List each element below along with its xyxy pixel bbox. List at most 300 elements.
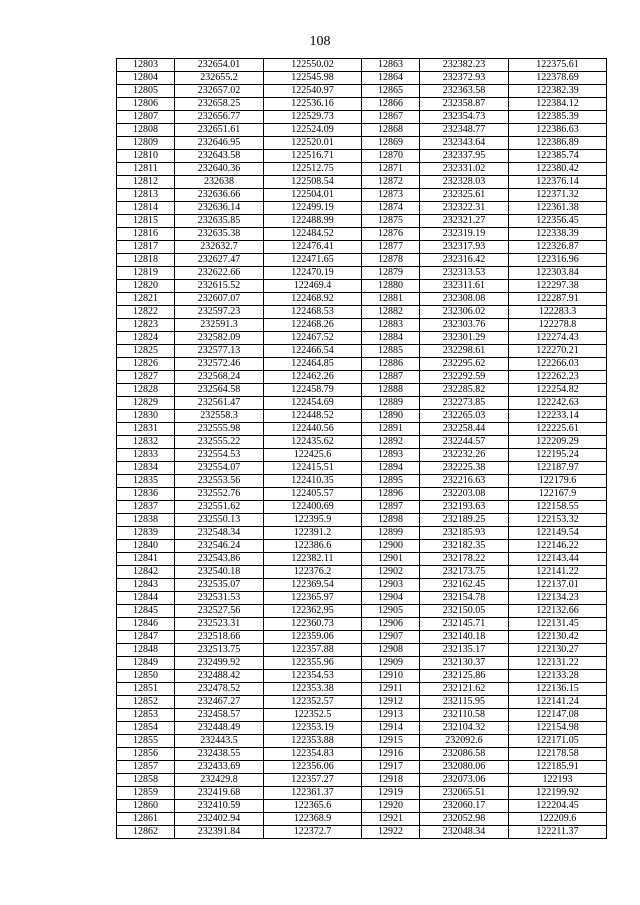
- y-coordinate-cell: 122415.51: [264, 462, 362, 475]
- x-coordinate-cell: 232065.51: [420, 787, 509, 800]
- x-coordinate-cell: 232135.17: [420, 644, 509, 657]
- x-coordinate-cell: 232615.52: [175, 280, 264, 293]
- y-coordinate-cell: 122179.6: [509, 475, 607, 488]
- x-coordinate-cell: 232311.61: [420, 280, 509, 293]
- x-coordinate-cell: 232429.8: [175, 774, 264, 787]
- y-coordinate-cell: 122357.27: [264, 774, 362, 787]
- y-coordinate-cell: 122187.97: [509, 462, 607, 475]
- point-number-cell: 12815: [117, 215, 175, 228]
- x-coordinate-cell: 232527.56: [175, 605, 264, 618]
- x-coordinate-cell: 232285.82: [420, 384, 509, 397]
- x-coordinate-cell: 232301.29: [420, 332, 509, 345]
- point-number-cell: 12850: [117, 670, 175, 683]
- point-number-cell: 12818: [117, 254, 175, 267]
- point-number-cell: 12908: [362, 644, 420, 657]
- point-number-cell: 12918: [362, 774, 420, 787]
- point-number-cell: 12825: [117, 345, 175, 358]
- x-coordinate-cell: 232656.77: [175, 111, 264, 124]
- point-number-cell: 12886: [362, 358, 420, 371]
- table-row: [117, 709, 607, 722]
- point-number-cell: 12895: [362, 475, 420, 488]
- point-number-cell: 12891: [362, 423, 420, 436]
- y-coordinate-cell: 122361.37: [264, 787, 362, 800]
- point-number-cell: 12851: [117, 683, 175, 696]
- table-row: [117, 566, 607, 579]
- y-coordinate-cell: 122382.11: [264, 553, 362, 566]
- point-number-cell: 12912: [362, 696, 420, 709]
- table-row: [117, 696, 607, 709]
- x-coordinate-cell: 232232.26: [420, 449, 509, 462]
- x-coordinate-cell: 232535.07: [175, 579, 264, 592]
- point-number-cell: 12917: [362, 761, 420, 774]
- y-coordinate-cell: 122464.85: [264, 358, 362, 371]
- point-number-cell: 12868: [362, 124, 420, 137]
- x-coordinate-cell: 232555.22: [175, 436, 264, 449]
- y-coordinate-cell: 122141.24: [509, 696, 607, 709]
- point-number-cell: 12837: [117, 501, 175, 514]
- y-coordinate-cell: 122462.26: [264, 371, 362, 384]
- table-row: [117, 488, 607, 501]
- y-coordinate-cell: 122225.61: [509, 423, 607, 436]
- point-number-cell: 12867: [362, 111, 420, 124]
- x-coordinate-cell: 232568.24: [175, 371, 264, 384]
- y-coordinate-cell: 122134.23: [509, 592, 607, 605]
- table-row: [117, 280, 607, 293]
- y-coordinate-cell: 122130.27: [509, 644, 607, 657]
- point-number-cell: 12846: [117, 618, 175, 631]
- y-coordinate-cell: 122368.9: [264, 813, 362, 826]
- point-number-cell: 12876: [362, 228, 420, 241]
- point-number-cell: 12903: [362, 579, 420, 592]
- point-number-cell: 12810: [117, 150, 175, 163]
- point-number-cell: 12892: [362, 436, 420, 449]
- y-coordinate-cell: 122132.66: [509, 605, 607, 618]
- point-number-cell: 12808: [117, 124, 175, 137]
- table-row: [117, 111, 607, 124]
- point-number-cell: 12816: [117, 228, 175, 241]
- coordinates-table: [116, 58, 607, 839]
- point-number-cell: 12830: [117, 410, 175, 423]
- y-coordinate-cell: 122209.29: [509, 436, 607, 449]
- x-coordinate-cell: 232337.95: [420, 150, 509, 163]
- point-number-cell: 12803: [117, 59, 175, 72]
- x-coordinate-cell: 232622.66: [175, 267, 264, 280]
- point-number-cell: 12831: [117, 423, 175, 436]
- table-row: [117, 592, 607, 605]
- y-coordinate-cell: 122154.98: [509, 722, 607, 735]
- point-number-cell: 12862: [117, 826, 175, 839]
- x-coordinate-cell: 232654.01: [175, 59, 264, 72]
- point-number-cell: 12822: [117, 306, 175, 319]
- x-coordinate-cell: 232554.53: [175, 449, 264, 462]
- table-row: [117, 397, 607, 410]
- y-coordinate-cell: 122386.89: [509, 137, 607, 150]
- table-row: [117, 579, 607, 592]
- x-coordinate-cell: 232185.93: [420, 527, 509, 540]
- y-coordinate-cell: 122476.41: [264, 241, 362, 254]
- y-coordinate-cell: 122372.7: [264, 826, 362, 839]
- y-coordinate-cell: 122278.8: [509, 319, 607, 332]
- x-coordinate-cell: 232531.53: [175, 592, 264, 605]
- table-row: [117, 644, 607, 657]
- y-coordinate-cell: 122468.53: [264, 306, 362, 319]
- point-number-cell: 12905: [362, 605, 420, 618]
- x-coordinate-cell: 232092.6: [420, 735, 509, 748]
- x-coordinate-cell: 232382.23: [420, 59, 509, 72]
- y-coordinate-cell: 122380.42: [509, 163, 607, 176]
- x-coordinate-cell: 232372.93: [420, 72, 509, 85]
- y-coordinate-cell: 122435.62: [264, 436, 362, 449]
- point-number-cell: 12842: [117, 566, 175, 579]
- y-coordinate-cell: 122488.99: [264, 215, 362, 228]
- point-number-cell: 12806: [117, 98, 175, 111]
- y-coordinate-cell: 122359.06: [264, 631, 362, 644]
- point-number-cell: 12880: [362, 280, 420, 293]
- table-row: [117, 98, 607, 111]
- point-number-cell: 12821: [117, 293, 175, 306]
- x-coordinate-cell: 232550.13: [175, 514, 264, 527]
- x-coordinate-cell: 232328.03: [420, 176, 509, 189]
- table-row: [117, 137, 607, 150]
- y-coordinate-cell: 122146.22: [509, 540, 607, 553]
- y-coordinate-cell: 122338.39: [509, 228, 607, 241]
- x-coordinate-cell: 232189.25: [420, 514, 509, 527]
- y-coordinate-cell: 122254.82: [509, 384, 607, 397]
- x-coordinate-cell: 232145.71: [420, 618, 509, 631]
- point-number-cell: 12833: [117, 449, 175, 462]
- point-number-cell: 12869: [362, 137, 420, 150]
- y-coordinate-cell: 122466.54: [264, 345, 362, 358]
- y-coordinate-cell: 122137.01: [509, 579, 607, 592]
- x-coordinate-cell: 232591.3: [175, 319, 264, 332]
- point-number-cell: 12899: [362, 527, 420, 540]
- table-row: [117, 371, 607, 384]
- point-number-cell: 12804: [117, 72, 175, 85]
- point-number-cell: 12859: [117, 787, 175, 800]
- y-coordinate-cell: 122266.03: [509, 358, 607, 371]
- point-number-cell: 12860: [117, 800, 175, 813]
- y-coordinate-cell: 122353.88: [264, 735, 362, 748]
- point-number-cell: 12814: [117, 202, 175, 215]
- point-number-cell: 12809: [117, 137, 175, 150]
- point-number-cell: 12866: [362, 98, 420, 111]
- x-coordinate-cell: 232636.14: [175, 202, 264, 215]
- y-coordinate-cell: 122376.2: [264, 566, 362, 579]
- x-coordinate-cell: 232173.75: [420, 566, 509, 579]
- y-coordinate-cell: 122361.38: [509, 202, 607, 215]
- point-number-cell: 12834: [117, 462, 175, 475]
- y-coordinate-cell: 122362.95: [264, 605, 362, 618]
- table-row: [117, 436, 607, 449]
- x-coordinate-cell: 232643.58: [175, 150, 264, 163]
- point-number-cell: 12857: [117, 761, 175, 774]
- x-coordinate-cell: 232632.7: [175, 241, 264, 254]
- y-coordinate-cell: 122178.58: [509, 748, 607, 761]
- x-coordinate-cell: 232499.92: [175, 657, 264, 670]
- y-coordinate-cell: 122357.88: [264, 644, 362, 657]
- point-number-cell: 12889: [362, 397, 420, 410]
- y-coordinate-cell: 122131.22: [509, 657, 607, 670]
- point-number-cell: 12854: [117, 722, 175, 735]
- x-coordinate-cell: 232582.09: [175, 332, 264, 345]
- y-coordinate-cell: 122326.87: [509, 241, 607, 254]
- y-coordinate-cell: 122158.55: [509, 501, 607, 514]
- y-coordinate-cell: 122371.32: [509, 189, 607, 202]
- x-coordinate-cell: 232658.25: [175, 98, 264, 111]
- x-coordinate-cell: 232577.13: [175, 345, 264, 358]
- table-row: [117, 254, 607, 267]
- y-coordinate-cell: 122354.83: [264, 748, 362, 761]
- point-number-cell: 12882: [362, 306, 420, 319]
- y-coordinate-cell: 122297.38: [509, 280, 607, 293]
- point-number-cell: 12848: [117, 644, 175, 657]
- y-coordinate-cell: 122141.22: [509, 566, 607, 579]
- point-number-cell: 12865: [362, 85, 420, 98]
- point-number-cell: 12913: [362, 709, 420, 722]
- y-coordinate-cell: 122386.6: [264, 540, 362, 553]
- point-number-cell: 12826: [117, 358, 175, 371]
- y-coordinate-cell: 122316.96: [509, 254, 607, 267]
- y-coordinate-cell: 122147.08: [509, 709, 607, 722]
- point-number-cell: 12861: [117, 813, 175, 826]
- y-coordinate-cell: 122365.6: [264, 800, 362, 813]
- table-row: [117, 527, 607, 540]
- table-row: [117, 813, 607, 826]
- y-coordinate-cell: 122199.92: [509, 787, 607, 800]
- y-coordinate-cell: 122384.12: [509, 98, 607, 111]
- y-coordinate-cell: 122405.57: [264, 488, 362, 501]
- point-number-cell: 12874: [362, 202, 420, 215]
- point-number-cell: 12828: [117, 384, 175, 397]
- coordinates-table-body: [117, 59, 607, 839]
- x-coordinate-cell: 232651.61: [175, 124, 264, 137]
- point-number-cell: 12883: [362, 319, 420, 332]
- y-coordinate-cell: 122468.92: [264, 293, 362, 306]
- x-coordinate-cell: 232478.52: [175, 683, 264, 696]
- point-number-cell: 12907: [362, 631, 420, 644]
- x-coordinate-cell: 232325.61: [420, 189, 509, 202]
- table-row: [117, 423, 607, 436]
- y-coordinate-cell: 122385.39: [509, 111, 607, 124]
- point-number-cell: 12864: [362, 72, 420, 85]
- point-number-cell: 12845: [117, 605, 175, 618]
- x-coordinate-cell: 232319.19: [420, 228, 509, 241]
- y-coordinate-cell: 122193: [509, 774, 607, 787]
- x-coordinate-cell: 232354.73: [420, 111, 509, 124]
- x-coordinate-cell: 232402.94: [175, 813, 264, 826]
- y-coordinate-cell: 122365.97: [264, 592, 362, 605]
- y-coordinate-cell: 122353.38: [264, 683, 362, 696]
- x-coordinate-cell: 232597.23: [175, 306, 264, 319]
- y-coordinate-cell: 122233.14: [509, 410, 607, 423]
- point-number-cell: 12894: [362, 462, 420, 475]
- y-coordinate-cell: 122352.57: [264, 696, 362, 709]
- y-coordinate-cell: 122262.23: [509, 371, 607, 384]
- x-coordinate-cell: 232558.3: [175, 410, 264, 423]
- table-row: [117, 267, 607, 280]
- point-number-cell: 12873: [362, 189, 420, 202]
- x-coordinate-cell: 232607.07: [175, 293, 264, 306]
- y-coordinate-cell: 122471.65: [264, 254, 362, 267]
- x-coordinate-cell: 232080.06: [420, 761, 509, 774]
- point-number-cell: 12922: [362, 826, 420, 839]
- table-row: [117, 72, 607, 85]
- x-coordinate-cell: 232308.08: [420, 293, 509, 306]
- x-coordinate-cell: 232488.42: [175, 670, 264, 683]
- point-number-cell: 12839: [117, 527, 175, 540]
- point-number-cell: 12852: [117, 696, 175, 709]
- x-coordinate-cell: 232150.05: [420, 605, 509, 618]
- y-coordinate-cell: 122360.73: [264, 618, 362, 631]
- x-coordinate-cell: 232265.03: [420, 410, 509, 423]
- x-coordinate-cell: 232638: [175, 176, 264, 189]
- table-row: [117, 228, 607, 241]
- x-coordinate-cell: 232640.36: [175, 163, 264, 176]
- x-coordinate-cell: 232554.07: [175, 462, 264, 475]
- point-number-cell: 12835: [117, 475, 175, 488]
- y-coordinate-cell: 122353.19: [264, 722, 362, 735]
- y-coordinate-cell: 122395.9: [264, 514, 362, 527]
- y-coordinate-cell: 122354.53: [264, 670, 362, 683]
- y-coordinate-cell: 122400.69: [264, 501, 362, 514]
- x-coordinate-cell: 232317.93: [420, 241, 509, 254]
- table-row: [117, 800, 607, 813]
- point-number-cell: 12849: [117, 657, 175, 670]
- y-coordinate-cell: 122540.97: [264, 85, 362, 98]
- x-coordinate-cell: 232467.27: [175, 696, 264, 709]
- table-row: [117, 735, 607, 748]
- x-coordinate-cell: 232552.76: [175, 488, 264, 501]
- table-row: [117, 189, 607, 202]
- y-coordinate-cell: 122355.96: [264, 657, 362, 670]
- point-number-cell: 12921: [362, 813, 420, 826]
- point-number-cell: 12871: [362, 163, 420, 176]
- table-row: [117, 306, 607, 319]
- table-row: [117, 462, 607, 475]
- x-coordinate-cell: 232646.95: [175, 137, 264, 150]
- table-row: [117, 774, 607, 787]
- table-row: [117, 449, 607, 462]
- x-coordinate-cell: 232363.58: [420, 85, 509, 98]
- point-number-cell: 12841: [117, 553, 175, 566]
- point-number-cell: 12863: [362, 59, 420, 72]
- y-coordinate-cell: 122356.06: [264, 761, 362, 774]
- point-number-cell: 12906: [362, 618, 420, 631]
- point-number-cell: 12875: [362, 215, 420, 228]
- x-coordinate-cell: 232572.46: [175, 358, 264, 371]
- table-row: [117, 605, 607, 618]
- x-coordinate-cell: 232458.57: [175, 709, 264, 722]
- table-row: [117, 657, 607, 670]
- x-coordinate-cell: 232564.58: [175, 384, 264, 397]
- y-coordinate-cell: 122303.84: [509, 267, 607, 280]
- x-coordinate-cell: 232295.62: [420, 358, 509, 371]
- point-number-cell: 12823: [117, 319, 175, 332]
- point-number-cell: 12811: [117, 163, 175, 176]
- point-number-cell: 12836: [117, 488, 175, 501]
- x-coordinate-cell: 232443.5: [175, 735, 264, 748]
- y-coordinate-cell: 122425.6: [264, 449, 362, 462]
- x-coordinate-cell: 232331.02: [420, 163, 509, 176]
- y-coordinate-cell: 122440.56: [264, 423, 362, 436]
- x-coordinate-cell: 232048.34: [420, 826, 509, 839]
- table-row: [117, 176, 607, 189]
- y-coordinate-cell: 122130.42: [509, 631, 607, 644]
- table-row: [117, 618, 607, 631]
- y-coordinate-cell: 122484.52: [264, 228, 362, 241]
- x-coordinate-cell: 232518.66: [175, 631, 264, 644]
- x-coordinate-cell: 232348.77: [420, 124, 509, 137]
- x-coordinate-cell: 232178.22: [420, 553, 509, 566]
- point-number-cell: 12812: [117, 176, 175, 189]
- table-row: [117, 683, 607, 696]
- y-coordinate-cell: 122211.37: [509, 826, 607, 839]
- y-coordinate-cell: 122167.9: [509, 488, 607, 501]
- table-row: [117, 670, 607, 683]
- point-number-cell: 12885: [362, 345, 420, 358]
- x-coordinate-cell: 232121.62: [420, 683, 509, 696]
- y-coordinate-cell: 122133.28: [509, 670, 607, 683]
- x-coordinate-cell: 232140.18: [420, 631, 509, 644]
- table-row: [117, 150, 607, 163]
- point-number-cell: 12897: [362, 501, 420, 514]
- table-row: [117, 85, 607, 98]
- point-number-cell: 12890: [362, 410, 420, 423]
- y-coordinate-cell: 122274.43: [509, 332, 607, 345]
- y-coordinate-cell: 122376.14: [509, 176, 607, 189]
- y-coordinate-cell: 122149.54: [509, 527, 607, 540]
- y-coordinate-cell: 122469.4: [264, 280, 362, 293]
- x-coordinate-cell: 232548.34: [175, 527, 264, 540]
- table-row: [117, 59, 607, 72]
- x-coordinate-cell: 232343.64: [420, 137, 509, 150]
- x-coordinate-cell: 232546.24: [175, 540, 264, 553]
- x-coordinate-cell: 232104.32: [420, 722, 509, 735]
- y-coordinate-cell: 122153.32: [509, 514, 607, 527]
- y-coordinate-cell: 122467.52: [264, 332, 362, 345]
- y-coordinate-cell: 122143.44: [509, 553, 607, 566]
- x-coordinate-cell: 232358.87: [420, 98, 509, 111]
- y-coordinate-cell: 122458.79: [264, 384, 362, 397]
- point-number-cell: 12916: [362, 748, 420, 761]
- point-number-cell: 12893: [362, 449, 420, 462]
- x-coordinate-cell: 232298.61: [420, 345, 509, 358]
- point-number-cell: 12853: [117, 709, 175, 722]
- x-coordinate-cell: 232627.47: [175, 254, 264, 267]
- x-coordinate-cell: 232555.98: [175, 423, 264, 436]
- x-coordinate-cell: 232060.17: [420, 800, 509, 813]
- y-coordinate-cell: 122536.16: [264, 98, 362, 111]
- x-coordinate-cell: 232130.37: [420, 657, 509, 670]
- x-coordinate-cell: 232313.53: [420, 267, 509, 280]
- point-number-cell: 12887: [362, 371, 420, 384]
- y-coordinate-cell: 122385.74: [509, 150, 607, 163]
- y-coordinate-cell: 122171.05: [509, 735, 607, 748]
- table-row: [117, 748, 607, 761]
- y-coordinate-cell: 122204.45: [509, 800, 607, 813]
- table-row: [117, 540, 607, 553]
- y-coordinate-cell: 122410.35: [264, 475, 362, 488]
- x-coordinate-cell: 232419.68: [175, 787, 264, 800]
- point-number-cell: 12843: [117, 579, 175, 592]
- x-coordinate-cell: 232433.69: [175, 761, 264, 774]
- x-coordinate-cell: 232292.59: [420, 371, 509, 384]
- y-coordinate-cell: 122356.45: [509, 215, 607, 228]
- y-coordinate-cell: 122386.63: [509, 124, 607, 137]
- table-row: [117, 475, 607, 488]
- table-row: [117, 319, 607, 332]
- y-coordinate-cell: 122520.01: [264, 137, 362, 150]
